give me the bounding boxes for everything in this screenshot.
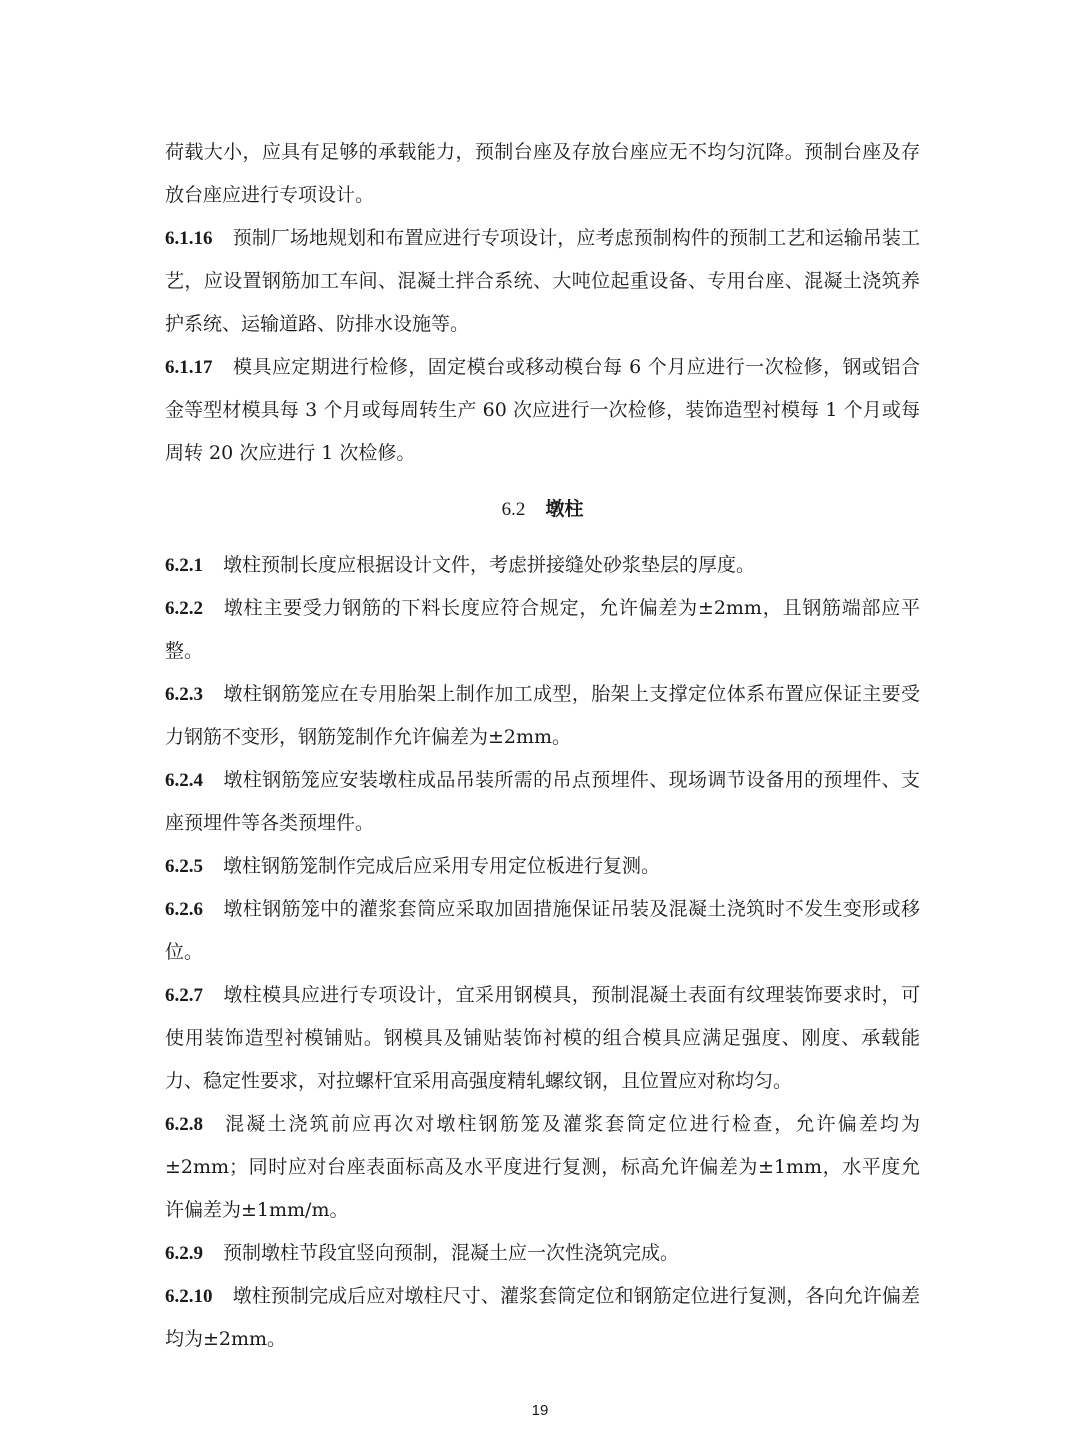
clause-text: 墩柱钢筋笼制作完成后应采用专用定位板进行复测。 [223,855,661,877]
clause-number: 6.1.17 [165,357,213,378]
section-title: 墩柱 [545,498,584,520]
clause-6-2-4 [165,759,920,845]
clause-text: 墩柱钢筋笼应安装墩柱成品吊装所需的吊点预埋件、现场调节设备用的预埋件、支座预埋件等各类预埋件。 [165,769,920,834]
page-number: 19 [531,1402,549,1419]
clause-6-2-2 [165,587,920,673]
clause-number: 6.2.10 [165,1286,213,1307]
clause-text: 墩柱钢筋笼中的灌浆套筒应采取加固措施保证吊装及混凝土浇筑时不发生变形或移位。 [165,898,920,963]
clause-6-2-9 [165,1232,920,1275]
clause-6-2-5 [165,845,920,888]
clause-number: 6.2.2 [165,598,203,619]
clause-text: 墩柱模具应进行专项设计，宜采用钢模具，预制混凝土表面有纹理装饰要求时，可使用装饰造型衬模铺贴。钢模具及铺贴装饰衬模的组合模具应满足强度、刚度、承载能力、稳定性要求，对拉螺杆宜采用高强度精轧螺纹钢，且位置应对称均匀。 [165,984,920,1092]
clause-number: 6.1.16 [165,228,213,249]
clause-text: 预制厂场地规划和布置应进行专项设计，应考虑预制构件的预制工艺和运输吊装工艺，应设置钢筋加工车间、混凝土拌合系统、大吨位起重设备、专用台座、混凝土浇筑养护系统、运输道路、防排水设施等。 [165,227,920,335]
clause-text: 墩柱钢筋笼应在专用胎架上制作加工成型，胎架上支撑定位体系布置应保证主要受力钢筋不变形，钢筋笼制作允许偏差为±2mm。 [165,683,920,748]
clause-6-1-17 [165,346,920,475]
clause-6-2-6 [165,888,920,974]
clause-number: 6.2.6 [165,899,203,920]
section-number: 6.2 [501,499,526,520]
clause-6-2-7 [165,974,920,1103]
clause-number: 6.2.3 [165,684,203,705]
clause-text: 预制墩柱节段宜竖向预制，混凝土应一次性浇筑完成。 [223,1242,680,1264]
clause-number: 6.2.9 [165,1243,203,1264]
clause-6-2-3 [165,673,920,759]
continued-paragraph [165,131,920,217]
page-body [165,131,920,1361]
clause-6-1-16 [165,217,920,346]
clause-text: 墩柱预制长度应根据设计文件，考虑拼接缝处砂浆垫层的厚度。 [223,554,756,576]
clause-number: 6.2.5 [165,856,203,877]
section-heading [165,488,920,531]
clause-6-2-8 [165,1103,920,1232]
clause-6-2-10 [165,1275,920,1361]
clause-number: 6.2.1 [165,555,203,576]
clause-text: 模具应定期进行检修，固定模台或移动模台每 6 个月应进行一次检修，钢或铝合金等型材模具每 3 个月或每周转生产 60 次应进行一次检修，装饰造型衬模每 1 个月或每周转 20 次应进行 1 次检修。 [165,356,920,464]
clause-text: 墩柱预制完成后应对墩柱尺寸、灌浆套筒定位和钢筋定位进行复测，各向允许偏差均为±2mm。 [165,1285,920,1350]
paragraph-text: 荷载大小，应具有足够的承载能力，预制台座及存放台座应无不均匀沉降。预制台座及存放台座应进行专项设计。 [165,141,920,206]
clause-text: 墩柱主要受力钢筋的下料长度应符合规定，允许偏差为±2mm，且钢筋端部应平整。 [165,597,920,662]
clause-6-2-1 [165,544,920,587]
clause-text: 混凝土浇筑前应再次对墩柱钢筋笼及灌浆套筒定位进行检查，允许偏差均为±2mm；同时应对台座表面标高及水平度进行复测，标高允许偏差为±1mm，水平度允许偏差为±1mm/m。 [165,1113,920,1221]
clause-number: 6.2.8 [165,1114,203,1135]
clause-number: 6.2.4 [165,770,203,791]
clause-number: 6.2.7 [165,985,203,1006]
